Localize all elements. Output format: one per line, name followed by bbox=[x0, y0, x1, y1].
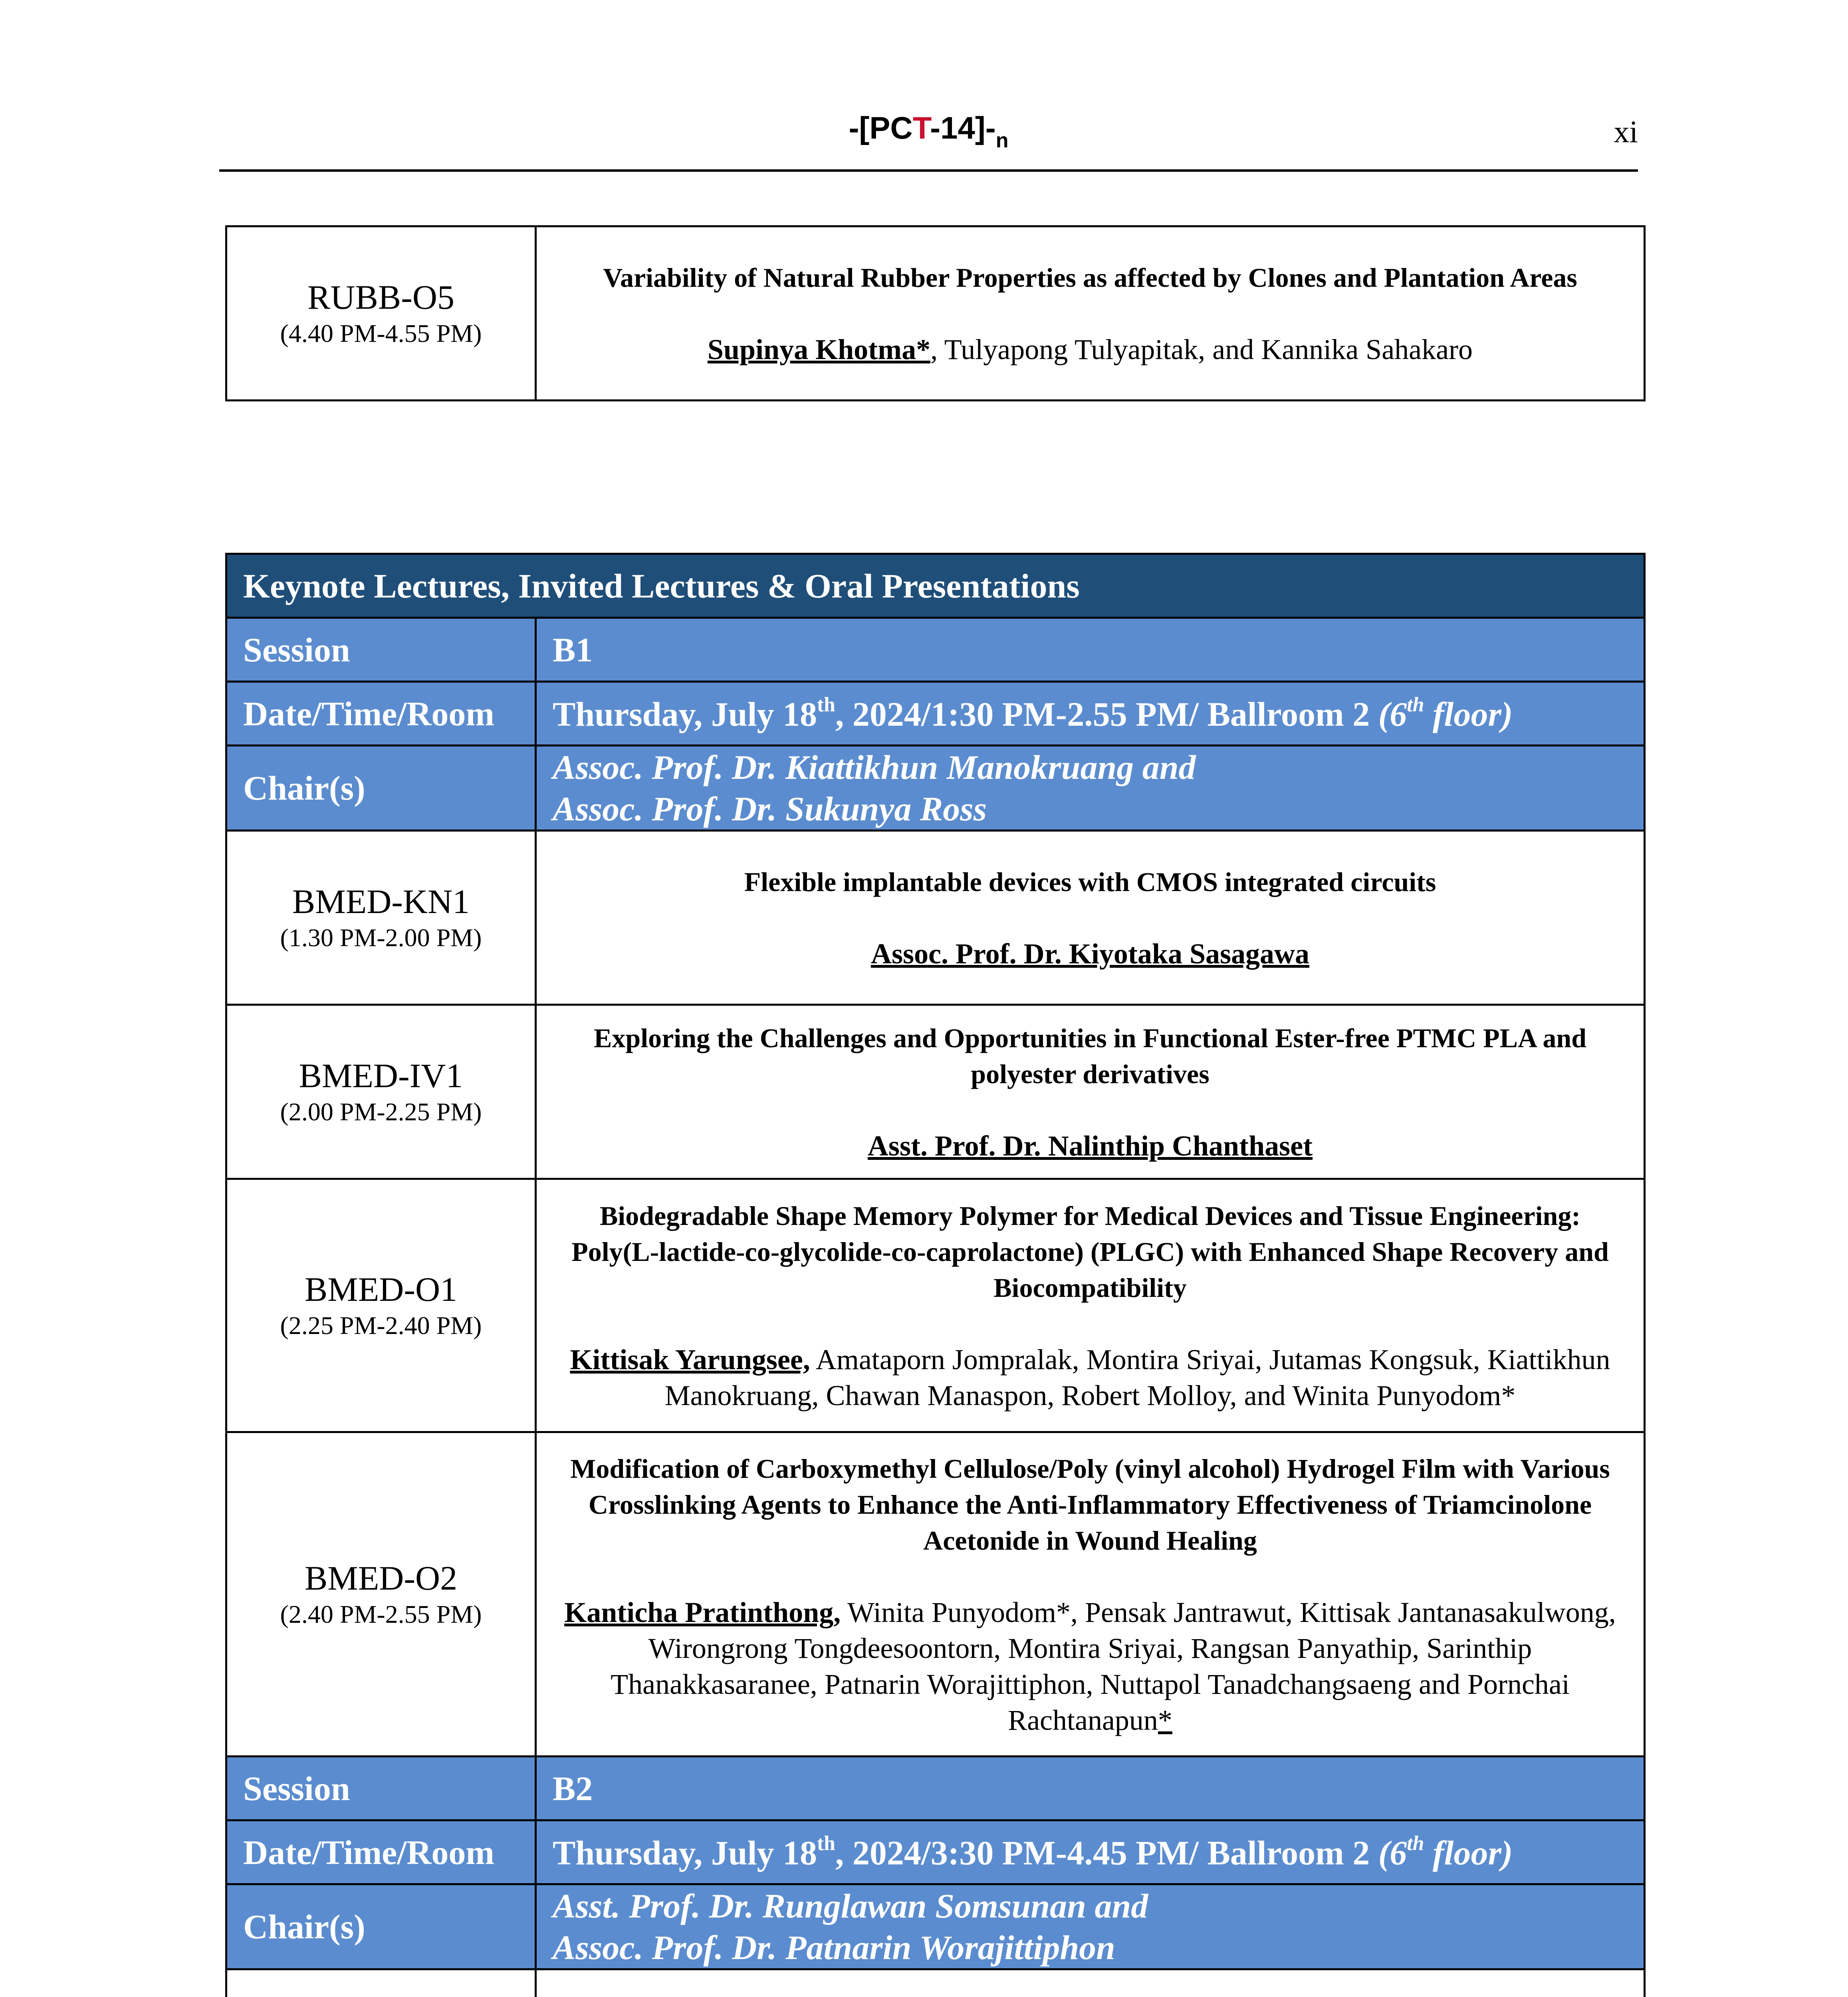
presentation-code: BMED-KN1 bbox=[292, 882, 470, 921]
table-row bbox=[226, 1005, 1645, 1179]
presentation-code: BMED-O2 bbox=[304, 1558, 458, 1597]
presentation-authors bbox=[553, 1342, 1628, 1413]
presenter-name: Kanticha Pratinthong, bbox=[564, 1596, 841, 1628]
program-table bbox=[225, 553, 1646, 1997]
table-row bbox=[226, 831, 1645, 1005]
session-row bbox=[226, 1757, 1645, 1820]
header-rule bbox=[219, 169, 1638, 172]
logo-subscript: n bbox=[995, 129, 1009, 152]
presentation-time: (2.25 PM-2.40 PM) bbox=[280, 1311, 482, 1340]
datetime-label: Date/Time/Room bbox=[226, 682, 536, 746]
datetime-row bbox=[226, 682, 1645, 746]
floor-info: (6th floor) bbox=[1378, 693, 1513, 734]
co-authors: Winita Punyodom*, Pensak Jantrawut, Kittisak Jantanasakulwong, Wirongrong Tongdeesoontorn, Montira Sriyai, Rangsan Panyathip, Sarinthip Thanakkasaranee, Patnarin Worajittiphon, Nuttapol Tanadchangsaeng and Pornchai Rachtanapun bbox=[611, 1596, 1616, 1736]
chair-label: Chair(s) bbox=[226, 1884, 536, 1969]
presenter-name: Supinya Khotma* bbox=[707, 333, 931, 365]
session-label: Session bbox=[226, 1757, 536, 1820]
presentation-time: (2.00 PM-2.25 PM) bbox=[280, 1097, 482, 1126]
presentation-time: (2.40 PM-2.55 PM) bbox=[280, 1600, 482, 1628]
presentation-title: Variability of Natural Rubber Properties as affected by Clones and Plantation Areas bbox=[603, 262, 1577, 293]
presentation-code: BMED-O1 bbox=[304, 1270, 458, 1308]
conference-logo bbox=[219, 110, 1638, 153]
presenter-name: Asst. Prof. Dr. Nalinthip Chanthaset bbox=[867, 1130, 1313, 1162]
table-row bbox=[226, 1179, 1645, 1432]
presenter-name: Assoc. Prof. Dr. Kiyotaka Sasagawa bbox=[870, 937, 1310, 970]
presentation-title: Flexible implantable devices with CMOS integrated circuits bbox=[744, 866, 1436, 897]
presentation-title: Biodegradable Shape Memory Polymer for Medical Devices and Tissue Engineering: Poly(L-lactide-co-glycolide-co-caprolactone) (PLGC) with Enhanced Shape Recovery and Biocompatibility bbox=[571, 1200, 1609, 1303]
presentation-code: BMED-IV1 bbox=[299, 1056, 463, 1095]
presentation-cell bbox=[536, 226, 1645, 401]
presentation-cell bbox=[536, 1432, 1645, 1757]
co-authors: , Tulyapong Tulyapitak, and Kannika Sahakaro bbox=[930, 333, 1473, 365]
presentation-code-cell bbox=[226, 831, 536, 1005]
rubber-session-table bbox=[225, 225, 1646, 401]
session-label: Session bbox=[226, 618, 536, 682]
presentation-code: RUBB-O5 bbox=[307, 278, 454, 316]
datetime-value: Thursday, July 18th, 2024/1:30 PM-2.55 PM/ Ballroom 2 (6th floor) bbox=[536, 682, 1645, 746]
co-authors: Amataporn Jompralak, Montira Sriyai, Jutamas Kongsuk, Kiattikhun Manokruang, Chawan Manaspon, Robert Molloy, and Winita Punyodom* bbox=[664, 1343, 1610, 1411]
session-row bbox=[226, 618, 1645, 682]
presenter-name: Kittisak Yarungsee, bbox=[570, 1343, 810, 1376]
table-row bbox=[226, 1969, 1645, 1997]
logo-accent: T bbox=[912, 110, 930, 145]
chair-row bbox=[226, 1884, 1645, 1969]
datetime-label: Date/Time/Room bbox=[226, 1820, 536, 1884]
presentation-code-cell bbox=[226, 1969, 536, 1997]
logo-prefix: -[PC bbox=[849, 110, 913, 145]
table-row bbox=[226, 1432, 1645, 1757]
chair-row bbox=[226, 746, 1645, 831]
session-code: B2 bbox=[536, 1757, 1645, 1820]
presentation-code-cell bbox=[226, 1432, 536, 1757]
presentation-cell bbox=[536, 1179, 1645, 1432]
presentation-authors bbox=[553, 332, 1628, 367]
presentation-authors bbox=[553, 1594, 1628, 1738]
main-header-text: Keynote Lectures, Invited Lectures & Oral Presentations bbox=[226, 554, 1645, 618]
chair-label: Chair(s) bbox=[226, 746, 536, 831]
chair-names: Asst. Prof. Dr. Runglawan Somsunan and Assoc. Prof. Dr. Patnarin Worajittiphon bbox=[536, 1884, 1645, 1969]
floor-info: (6th floor) bbox=[1378, 1832, 1513, 1872]
presentation-time: (1.30 PM-2.00 PM) bbox=[280, 923, 482, 952]
page-number: xi bbox=[1614, 114, 1638, 149]
presentation-authors bbox=[553, 936, 1628, 972]
presentation-cell bbox=[536, 831, 1645, 1005]
table-row bbox=[226, 226, 1645, 401]
presentation-code-cell bbox=[226, 1005, 536, 1179]
presentation-code-cell bbox=[226, 226, 536, 401]
presentation-cell bbox=[536, 1005, 1645, 1179]
session-code: B1 bbox=[536, 618, 1645, 682]
presentation-time: (4.40 PM-4.55 PM) bbox=[280, 319, 482, 347]
page-header bbox=[219, 102, 1638, 172]
presentation-title: Exploring the Challenges and Opportunities in Functional Ester-free PTMC PLA and polyester derivatives bbox=[594, 1022, 1586, 1089]
presentation-code-cell bbox=[226, 1179, 536, 1432]
program-main-header bbox=[226, 554, 1645, 618]
datetime-row bbox=[226, 1820, 1645, 1884]
corresponding-mark: * bbox=[1158, 1704, 1172, 1736]
presentation-authors bbox=[553, 1128, 1628, 1164]
datetime-value: Thursday, July 18th, 2024/3:30 PM-4.45 PM/ Ballroom 2 (6th floor) bbox=[536, 1820, 1645, 1884]
logo-suffix: -14]- bbox=[930, 110, 996, 145]
chair-names: Assoc. Prof. Dr. Kiattikhun Manokruang and Assoc. Prof. Dr. Sukunya Ross bbox=[536, 746, 1645, 831]
presentation-cell bbox=[536, 1969, 1645, 1997]
presentation-title: Modification of Carboxymethyl Cellulose/Poly (vinyl alcohol) Hydrogel Film with Various Crosslinking Agents to Enhance the Anti-Inflammatory Effectiveness of Triamcinolone Acetonide in Wound Healing bbox=[570, 1453, 1610, 1556]
